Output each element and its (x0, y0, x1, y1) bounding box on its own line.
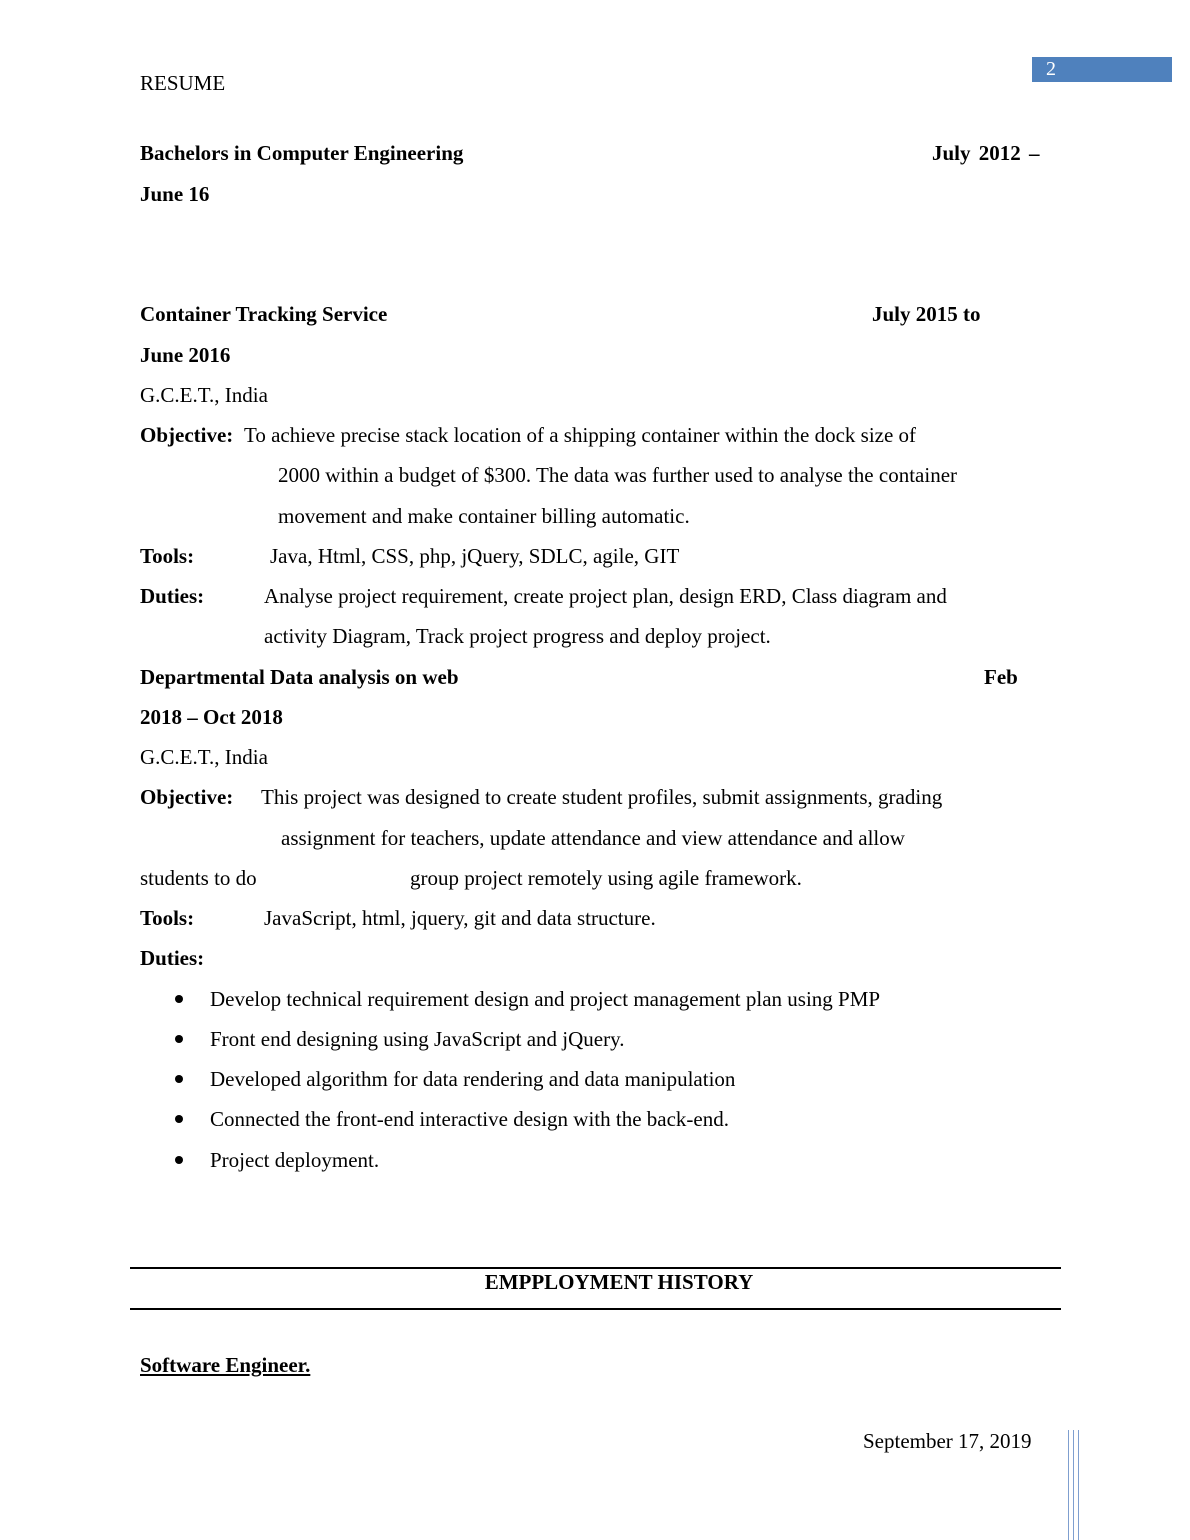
bullet-icon (175, 1156, 183, 1164)
project1-title: Container Tracking Service (140, 302, 388, 326)
duty-item: Developed algorithm for data rendering and data manipulation (210, 1067, 736, 1091)
footer-border-line (1068, 1430, 1069, 1540)
education-dates-end: June 16 (140, 182, 210, 206)
project2-title: Departmental Data analysis on web (140, 665, 459, 689)
footer-border-line (1078, 1430, 1079, 1540)
bullet-icon (175, 995, 183, 1003)
bullet-icon (175, 1075, 183, 1083)
employment-role-text: Software Engineer. (140, 1353, 311, 1377)
project2-location: G.C.E.T., India (140, 745, 268, 769)
project2-dates-start: Feb (984, 665, 1018, 689)
duty-item: Develop technical requirement design and project management plan using PMP (210, 987, 881, 1011)
project1-location: G.C.E.T., India (140, 383, 268, 407)
page-number-badge: 2 (1032, 57, 1172, 82)
project2-tools-label: Tools: (140, 906, 195, 930)
employment-heading: EMPPLOYMENT HISTORY (484, 1270, 754, 1294)
project1-objective-label: Objective: (140, 423, 234, 447)
project2-objective-line1: This project was designed to create student profiles, submit assignments, grading (261, 785, 943, 809)
footer-date: September 17, 2019 (863, 1429, 1032, 1453)
project2-objective-line3b: group project remotely using agile framework. (410, 866, 802, 890)
project1-tools-value: Java, Html, CSS, php, jQuery, SDLC, agile, GIT (270, 544, 680, 568)
project1-duties-line2: activity Diagram, Track project progress and deploy project. (264, 624, 771, 648)
section-divider-bottom (130, 1308, 1061, 1310)
project1-dates-end: June 2016 (140, 343, 231, 367)
bullet-icon (175, 1115, 183, 1123)
project1-objective-line2: 2000 within a budget of $300. The data was further used to analyse the container (278, 463, 958, 487)
project2-objective-line3a: students to do (140, 866, 257, 890)
duty-item: Connected the front-end interactive design with the back-end. (210, 1107, 729, 1131)
project1-duties-line1: Analyse project requirement, create project plan, design ERD, Class diagram and (264, 584, 947, 608)
education-degree: Bachelors in Computer Engineering (140, 141, 464, 165)
project1-objective-line1: To achieve precise stack location of a shipping container within the dock size of (244, 423, 917, 447)
project2-objective-line2: assignment for teachers, update attendance and view attendance and allow (281, 826, 905, 850)
footer-border-line (1073, 1430, 1074, 1540)
project1-duties-label: Duties: (140, 584, 205, 608)
education-dates-start: July 2012 – (932, 141, 1040, 165)
document-header-title: RESUME (140, 71, 226, 95)
employment-role (140, 1355, 310, 1376)
project2-objective-label: Objective: (140, 785, 234, 809)
section-divider-top (130, 1267, 1061, 1269)
project1-objective-line3: movement and make container billing automatic. (278, 504, 690, 528)
duty-item: Front end designing using JavaScript and jQuery. (210, 1027, 625, 1051)
duty-item: Project deployment. (210, 1148, 380, 1172)
project1-dates-start: July 2015 to (872, 302, 981, 326)
project2-duties-label: Duties: (140, 946, 205, 970)
bullet-icon (175, 1035, 183, 1043)
project2-dates-end: 2018 – Oct 2018 (140, 705, 283, 729)
project2-tools-value: JavaScript, html, jquery, git and data structure. (264, 906, 656, 930)
project1-tools-label: Tools: (140, 544, 195, 568)
